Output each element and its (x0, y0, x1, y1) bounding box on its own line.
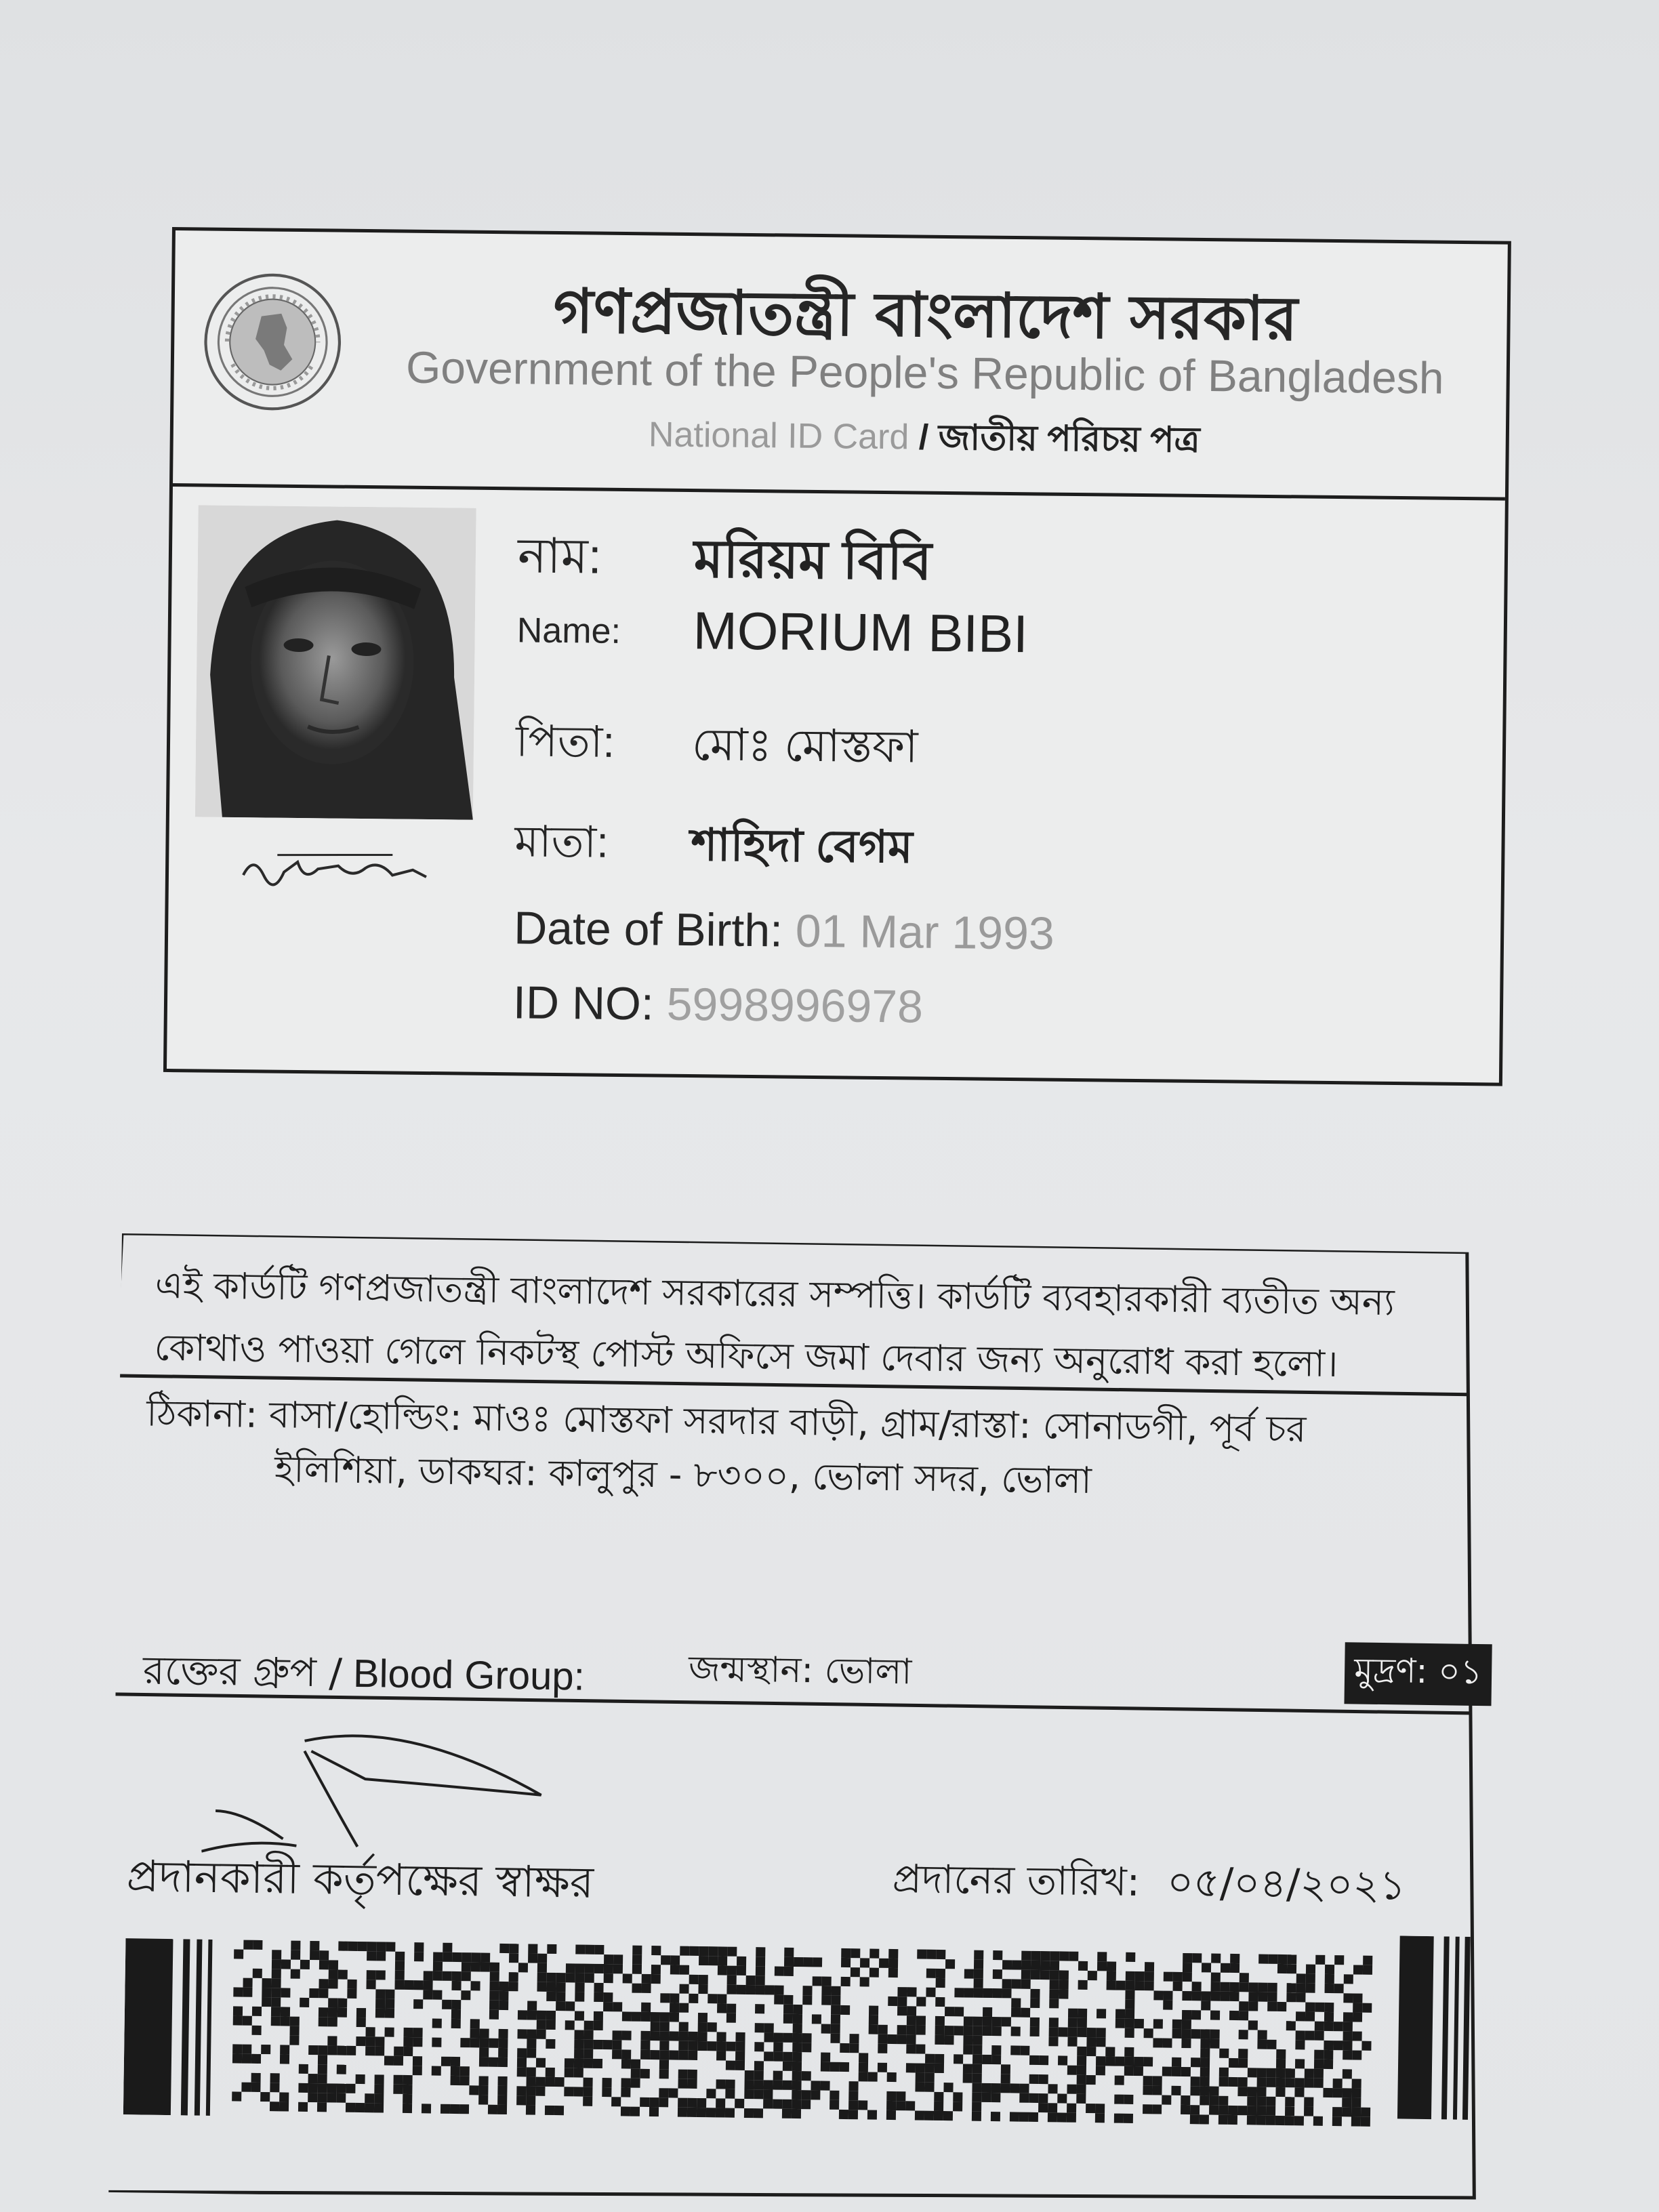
id-card-back (108, 1233, 1498, 2211)
name-english-value: MORIUM BIBI (693, 600, 1029, 664)
mother-label: মাতা: (514, 817, 609, 867)
authority-signature (201, 1709, 583, 1864)
address (146, 1387, 1414, 1513)
name-english-row (516, 600, 1029, 664)
dob-value: 01 Mar 1993 (795, 905, 1055, 960)
issue-date-row (892, 1847, 1406, 1923)
father-value: মোঃ মোস্তফা (691, 719, 918, 772)
government-seal-icon (201, 270, 344, 413)
subtitle-english: National ID Card (648, 415, 909, 457)
holder-photo (195, 505, 476, 819)
father-label: পিতা: (515, 716, 615, 766)
dob-label: Date of Birth: (513, 902, 783, 957)
name-english-label: Name: (516, 611, 621, 651)
father-row (515, 708, 918, 782)
subtitle-separator: / (918, 417, 929, 457)
address-line-2: ইলিশিয়া, ডাকঘর: কালুপুর - ৮৩০০, ভোলা সদর, ভোলা (274, 1448, 1092, 1502)
issue-date-value: ০৫/০৪/২০২১ (1166, 1858, 1406, 1910)
title-english: Government of the People's Republic of Bangladesh (405, 342, 1444, 403)
title-bangla: গণপ্রজাতন্ত্রী বাংলাদেশ সরকার (553, 275, 1298, 355)
id-number-value: 5998996978 (666, 978, 924, 1033)
address-line-1: ঠিকানা: বাসা/হোল্ডিং: মাওঃ মোস্তফা সরদার বাড়ী, গ্রাম/রাস্তা: সোনাডগী, পূর্ব চর (146, 1391, 1307, 1451)
name-bangla-row (517, 518, 933, 600)
blood-group-label-english: Blood Group: (342, 1651, 586, 1699)
name-bangla-value: মরিয়ম বিবি (693, 529, 933, 591)
blood-group (142, 1641, 585, 1713)
blood-group-label-bangla: রক্তের গ্রুপ / (142, 1647, 343, 1696)
authority-signature-label: প্রদানকারী কর্তৃপক্ষের স্বাক্ষর (126, 1851, 594, 1908)
holder-signature (237, 841, 434, 897)
subtitle-bangla: জাতীয় পরিচয় পত্র (938, 417, 1200, 460)
issue-date-label: প্রদানের তারিখ: (892, 1855, 1141, 1906)
id-number-label: ID NO: (512, 977, 655, 1030)
birthplace: জন্মস্থান: ভোলা (688, 1648, 912, 1693)
name-bangla-label: নাম: (517, 529, 602, 584)
ownership-notice: এই কার্ডটি গণপ্রজাতন্ত্রী বাংলাদেশ সরকারের সম্পত্তি। কার্ডটি ব্যবহারকারী ব্যতীত অন্য কোথাও পাওয়া গেলে নিকটস্থ পোস্ট অফিসে জমা দেবার জন্য অনুরোধ করা হলো। (154, 1263, 1395, 1386)
mother-row (514, 808, 914, 882)
card-header (173, 230, 1508, 501)
mother-value: শাহিদা বেগম (691, 819, 914, 872)
id-number-row (513, 976, 924, 1033)
print-number-badge: মুদ্রণ: ০১ (1345, 1642, 1492, 1706)
card-subtitle (342, 404, 1506, 475)
pdf417-barcode (123, 1918, 1475, 2133)
dob-row (514, 901, 1054, 960)
id-card-front (163, 227, 1511, 1086)
